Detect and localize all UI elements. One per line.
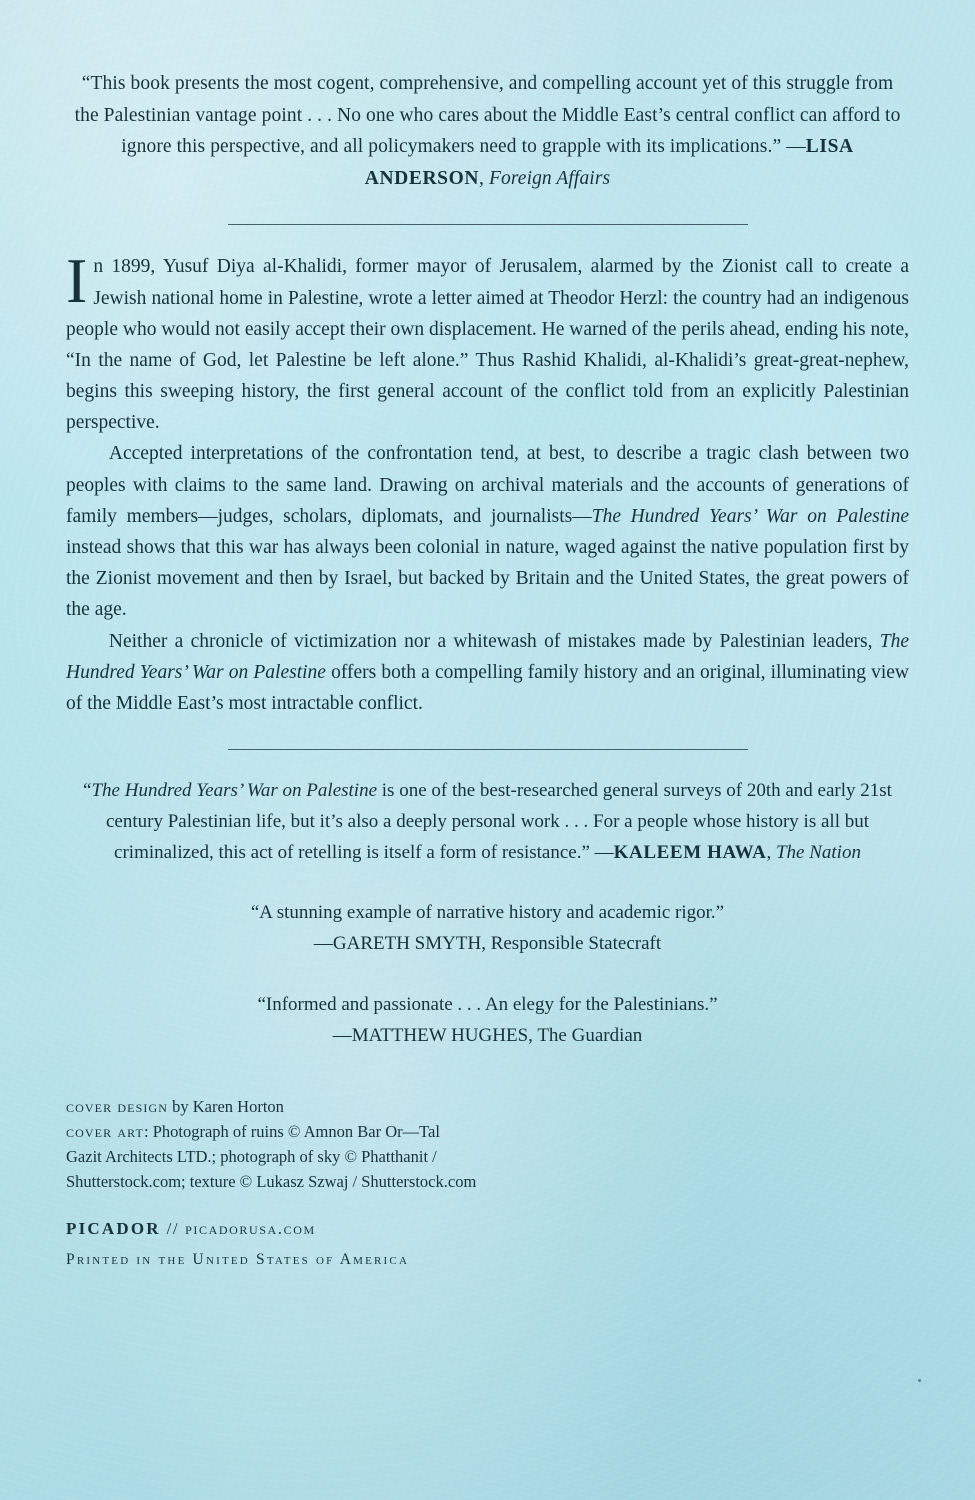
description-paragraph-2-book-title: The Hundred Years’ War on Palestine [591,505,909,527]
top-review-attrib-source: Foreign Affairs [488,167,611,189]
top-review-attrib-name: LISA ANDERSON [364,136,854,189]
top-review-quote [72,68,903,194]
praise-quote-1-attrib-name: KALEEM HAWA [613,841,767,863]
cover-design-value: by Karen Horton [168,1097,284,1117]
cover-credits [66,1095,909,1193]
imprint-separator: // [160,1219,186,1239]
description-paragraph-3-book-title: The Hundred Years’ War on Palestine [66,630,909,683]
cover-content [66,68,909,1269]
praise-quote-3-attrib-name: MATTHEW HUGHES [351,1024,529,1046]
praise-quote-1-open: “ [83,780,92,802]
praise-quote-2 [66,898,909,960]
description-paragraph-3 [66,626,909,720]
cover-art-credit-line-3: Shutterstock.com; texture © Lukasz Szwaj / Shutterstock.com [66,1171,477,1191]
top-review-quote-text: “This book presents the most cogent, comprehensive, and compelling account yet of this struggle from the Palestinian vantage point . . . No one who cares about the Middle East’s central conflict can afford to ignore this perspective, and all policymakers need to grapple with its implications.” [74,73,901,158]
cover-design-credit [66,1095,909,1119]
praise-quote-3-attrib-sep: , [528,1024,538,1046]
cover-art-credit-line-1 [66,1120,909,1144]
description-paragraph-2 [66,438,909,625]
description-paragraph-3-part-1: Neither a chronicle of victimization nor a whitewash of mistakes made by Palestinian leaders, [108,630,880,652]
publisher-name: PICADOR [66,1219,161,1239]
cover-art-label: cover art [66,1122,144,1142]
praise-quote-1-book-title: The Hundred Years’ War on Palestine [91,780,378,802]
cover-art-credit-line-2: Gazit Architects LTD.; photograph of sky © Phatthanit / [66,1146,437,1166]
praise-quote-3 [66,990,909,1052]
praise-quote-2-attrib-sep: , [481,933,491,955]
publisher-imprint [66,1219,909,1239]
praise-quote-1-text: is one of the best-researched general surveys of 20th and early 21st century Palestinian life, but it’s also a deeply personal work . . . For a people whose history is all but criminalized, this act of retelling is itself a form of resistance.” [105,780,892,863]
top-review-dash: — [786,136,806,158]
praise-quote-1-attrib-source: The Nation [775,841,861,863]
description-paragraph-2-part-1: Accepted interpretations of the confrontation tend, at best, to describe a tragic clash between two peoples with claims to the same land. Drawing on archival materials and the accounts of generations of family members—judges, scholars, diplomats, and journalists— [66,443,909,527]
praise-quote-3-attrib-source: The Guardian [537,1024,643,1046]
praise-quote-2-text: “A stunning example of narrative history and academic rigor.” [250,902,725,924]
divider-rule-top [228,224,748,225]
description-paragraph-1-text: n 1899, Yusuf Diya al-Khalidi, former mayor of Jerusalem, alarmed by the Zionist call to create a Jewish national home in Palestine, wrote a letter aimed at Theodor Herzl: the country had an indigenous people who would not easily accept their own displacement. He warned of the perils ahead, ending his note, “In the name of God, let Palestine be left alone.” Thus Rashid Khalidi, al-Khalidi’s great-great-nephew, begins this sweeping history, the first general account of the conflict told from an explicitly Palestinian perspective. [66,256,909,434]
praise-quote-2-dash: — [313,933,333,955]
cover-design-label: cover design [66,1097,168,1117]
drop-cap-letter: I [66,245,88,317]
divider-rule-bottom [228,749,748,750]
publisher-website[interactable]: picadorusa.com [185,1219,316,1239]
praise-quote-2-attrib-name: GARETH SMYTH [332,933,482,955]
description-paragraph-2-part-2: instead shows that this war has always been colonial in nature, waged against the native population first by the Zionist movement and then by Israel, but backed by Britain and the United States, the great powers of the age. [66,537,909,621]
decorative-dot [918,1379,921,1382]
description-paragraph-3-part-2: offers both a compelling family history and an original, illuminating view of the Middle East’s most intractable conflict. [66,661,909,714]
cover-art-value: : Photograph of ruins © Amnon Bar Or—Tal [143,1122,440,1142]
praise-quote-3-text: “Informed and passionate . . . An elegy for the Palestinians.” [257,993,718,1015]
printed-in-statement: Printed in the United States of America [66,1251,410,1269]
praise-quote-2-attrib-source: Responsible Statecraft [490,933,662,955]
top-review-attrib-sep: , [479,167,489,189]
praise-quote-1 [76,776,899,868]
praise-quote-2-attribution [66,929,909,960]
praise-quote-3-dash: — [332,1024,352,1046]
praise-quote-1-attrib-sep: , [766,841,776,863]
description-paragraph-1 [66,245,909,438]
book-description [66,245,909,719]
praise-quote-1-dash: — [594,841,614,863]
praise-quote-3-attribution [66,1021,909,1052]
